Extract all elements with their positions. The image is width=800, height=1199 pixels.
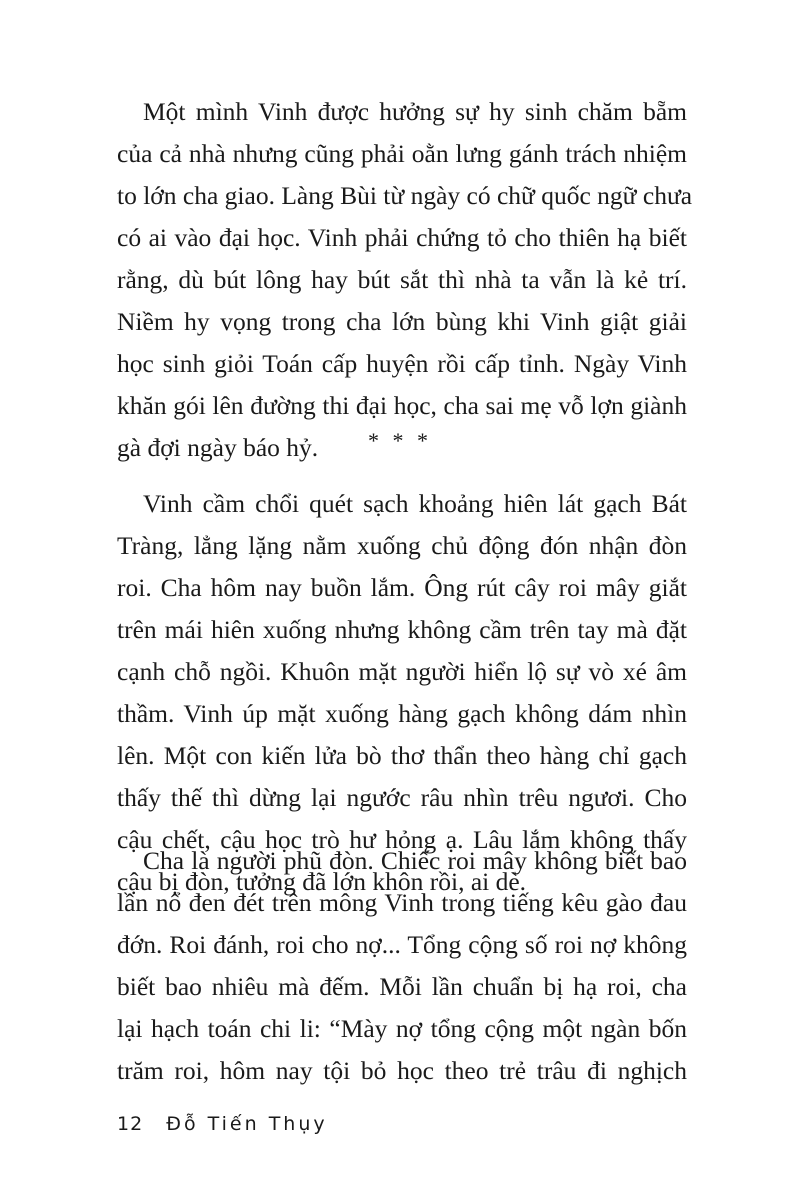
- paragraph-3: [117, 840, 687, 1092]
- text-line: đớn. Roi đánh, roi cho nợ... Tổng cộng số roi nợ không: [117, 930, 687, 959]
- text-line: Cha là người phũ đòn. Chiếc roi mây không biết bao: [143, 846, 687, 875]
- text-line: trăm roi, hôm nay tội bỏ học theo trẻ trâu đi nghịch: [117, 1056, 687, 1085]
- text-line: Niềm hy vọng trong cha lớn bùng khi Vinh giật giải: [117, 307, 687, 336]
- text-line: khăn gói lên đường thi đại học, cha sai mẹ vỗ lợn giành: [117, 391, 687, 420]
- text-line: Vinh cầm chổi quét sạch khoảng hiên lát gạch Bát: [143, 489, 687, 518]
- section-separator: * * *: [368, 428, 432, 453]
- text-line: lần nổ đen đét trên mông Vinh trong tiếng kêu gào đau: [117, 888, 687, 917]
- text-line: có ai vào đại học. Vinh phải chứng tỏ cho thiên hạ biết: [117, 223, 687, 252]
- text-line: biết bao nhiêu mà đếm. Mỗi lần chuẩn bị hạ roi, cha: [117, 972, 687, 1001]
- text-line: cậu chết, cậu học trò hư hỏng ạ. Lâu lắm không thấy: [117, 825, 687, 854]
- page-number: 12: [117, 1113, 144, 1135]
- text-line: lại hạch toán chi li: “Mày nợ tổng cộng một ngàn bốn: [117, 1014, 687, 1043]
- text-line: gà đợi ngày báo hỷ.: [117, 433, 319, 462]
- text-line: thấy thế thì dừng lại ngước râu nhìn trêu ngươi. Cho: [117, 783, 687, 812]
- author-name: Đỗ Tiến Thụy: [166, 1113, 328, 1135]
- text-line: roi. Cha hôm nay buồn lắm. Ông rút cây roi mây giắt: [117, 573, 687, 602]
- text-line: của cả nhà nhưng cũng phải oằn lưng gánh trách nhiệm: [117, 139, 687, 168]
- text-line: cạnh chỗ ngồi. Khuôn mặt người hiển lộ sự vò xé âm: [117, 657, 687, 686]
- text-line: cậu bị đòn, tưởng đã lớn khôn rồi, ai dè.: [117, 867, 527, 896]
- text-line: thầm. Vinh úp mặt xuống hàng gạch không dám nhìn: [117, 699, 687, 728]
- text-line: lên. Một con kiến lửa bò thơ thẩn theo hàng chỉ gạch: [117, 741, 687, 770]
- text-line: học sinh giỏi Toán cấp huyện rồi cấp tỉnh. Ngày Vinh: [117, 349, 687, 378]
- page-footer: [117, 1113, 328, 1135]
- text-line: to lớn cha giao. Làng Bùi từ ngày có chữ quốc ngữ chưa: [117, 181, 693, 210]
- paragraph-1: [117, 91, 693, 469]
- text-line: trên mái hiên xuống nhưng không cầm trên tay mà đặt: [117, 615, 687, 644]
- text-line: Tràng, lẳng lặng nằm xuống chủ động đón nhận đòn: [117, 531, 687, 560]
- text-line: rằng, dù bút lông hay bút sắt thì nhà ta vẫn là kẻ trí.: [117, 265, 687, 294]
- text-line: Một mình Vinh được hưởng sự hy sinh chăm bẵm: [143, 97, 687, 126]
